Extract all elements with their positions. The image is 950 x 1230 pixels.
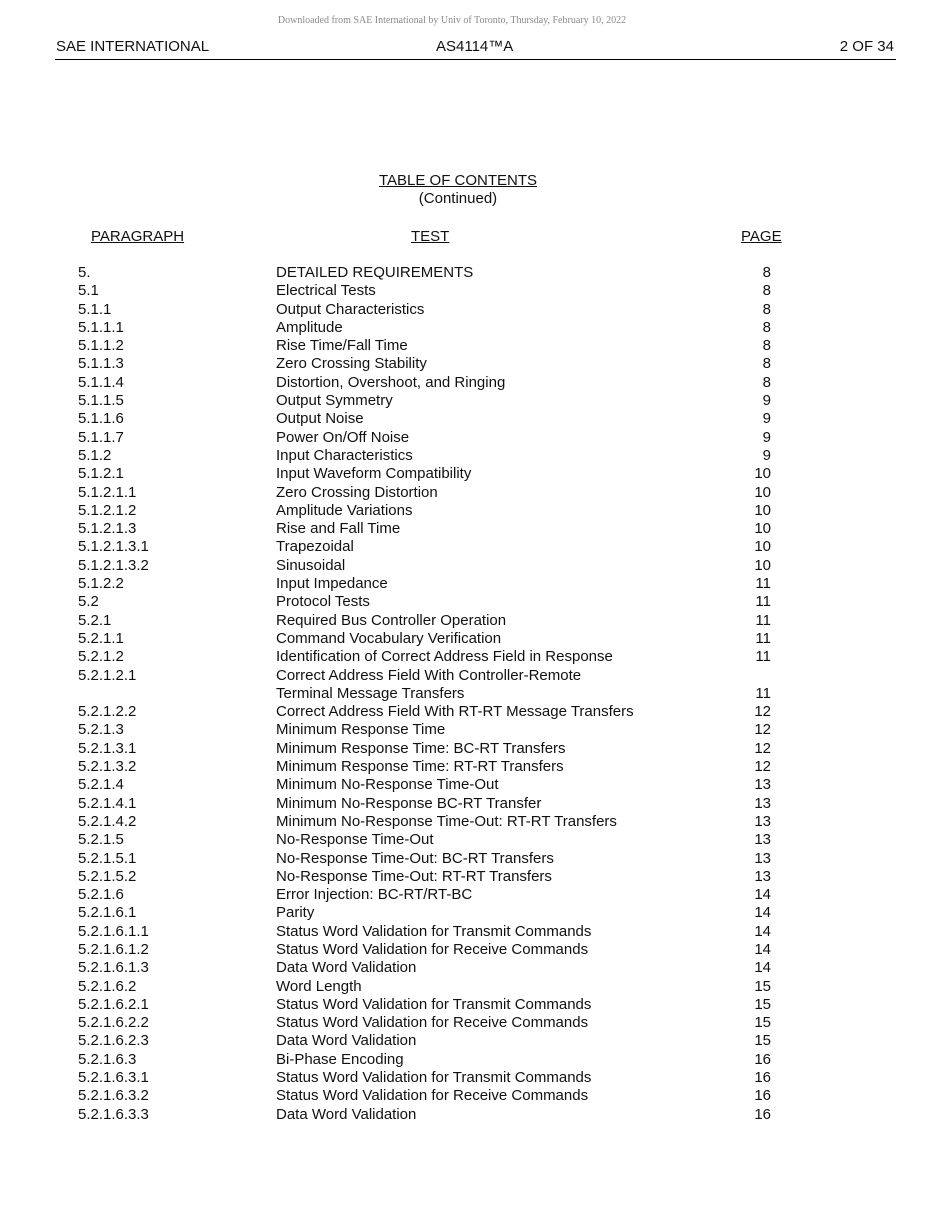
- toc-entry-page: 15: [754, 977, 771, 995]
- toc-entry: [0, 996, 950, 1014]
- toc-entry-title: Status Word Validation for Transmit Commands: [276, 922, 592, 940]
- toc-entry-paragraph: 5.2.1.4.2: [78, 812, 137, 830]
- toc-title: TABLE OF CONTENTS: [378, 172, 538, 189]
- toc-entry-paragraph: 5.2.1.3.2: [78, 758, 137, 776]
- toc-entry-paragraph: 5.1.2.2: [78, 575, 124, 593]
- toc-entry-title: Terminal Message Transfers: [276, 684, 465, 702]
- toc-entry: [0, 868, 950, 886]
- toc-entry-title: Error Injection: BC-RT/RT-BC: [276, 886, 473, 904]
- toc-entry: [0, 941, 950, 959]
- toc-entry-page: 10: [754, 465, 771, 483]
- toc-entry-page: 13: [754, 776, 771, 794]
- toc-entry-page: 9: [762, 392, 771, 410]
- toc-entry: [0, 337, 950, 355]
- toc-entry-paragraph: 5.2.1.6.1.1: [78, 922, 149, 940]
- toc-entry: [0, 667, 950, 685]
- toc-entry-title: Status Word Validation for Receive Commands: [276, 1087, 589, 1105]
- toc-entry: [0, 355, 950, 373]
- toc-entry-paragraph: 5.2.1.2.1: [78, 666, 137, 684]
- toc-entry-page: 9: [762, 428, 771, 446]
- toc-entry: [0, 429, 950, 447]
- toc-entry-paragraph: 5.1.1.6: [78, 410, 124, 428]
- toc-entry-paragraph: 5.1.2.1.3.2: [78, 556, 149, 574]
- toc-entry: [0, 703, 950, 721]
- toc-entry-page: 15: [754, 995, 771, 1013]
- toc-entry-paragraph: 5.2.1.6.1.3: [78, 959, 149, 977]
- toc-entry-page: 11: [755, 611, 771, 629]
- toc-entry-page: 13: [754, 831, 771, 849]
- toc-entry: [0, 319, 950, 337]
- toc-entry-title: Bi-Phase Encoding: [276, 1050, 404, 1068]
- toc-entry-paragraph: 5.2.1.1: [78, 629, 124, 647]
- header-organization: SAE INTERNATIONAL: [56, 38, 210, 55]
- toc-entry-title: Status Word Validation for Transmit Commands: [276, 995, 592, 1013]
- toc-entry: [0, 1069, 950, 1087]
- toc-entry-page: 12: [754, 721, 771, 739]
- toc-entry-page: 16: [754, 1069, 771, 1087]
- toc-entry-paragraph: 5.2: [78, 593, 99, 611]
- toc-entry-title: Sinusoidal: [276, 556, 346, 574]
- toc-entry-title: Input Characteristics: [276, 446, 413, 464]
- toc-entry-paragraph: 5.1.2.1: [78, 465, 124, 483]
- toc-entry-title: No-Response Time-Out: BC-RT Transfers: [276, 849, 554, 867]
- toc-entry: [0, 593, 950, 611]
- toc-entry-title: Data Word Validation: [276, 1105, 417, 1123]
- toc-entry: [0, 520, 950, 538]
- toc-entry-title: Zero Crossing Distortion: [276, 483, 438, 501]
- toc-entry-paragraph: 5.2.1.6.2: [78, 977, 137, 995]
- toc-entry-paragraph: 5.1.1.2: [78, 337, 124, 355]
- toc-entry-title: No-Response Time-Out: RT-RT Transfers: [276, 867, 552, 885]
- toc-entry-paragraph: 5.2.1.6.1: [78, 904, 137, 922]
- toc-entry-page: 13: [754, 794, 771, 812]
- toc-entry-title: Minimum Response Time: BC-RT Transfers: [276, 739, 566, 757]
- toc-entry-title: Status Word Validation for Receive Commands: [276, 1014, 589, 1032]
- toc-entry-title: Minimum Response Time: RT-RT Transfers: [276, 758, 564, 776]
- toc-entry-paragraph: 5.1.2.1.3: [78, 520, 137, 538]
- toc-entry: [0, 685, 950, 703]
- toc-entry: [0, 264, 950, 282]
- toc-entry: [0, 1032, 950, 1050]
- toc-entry-title: Output Symmetry: [276, 392, 393, 410]
- toc-entry-title: Protocol Tests: [276, 593, 370, 611]
- toc-entry-paragraph: 5.2.1.5: [78, 831, 124, 849]
- toc-entry-page: 8: [762, 300, 771, 318]
- toc-entry-page: 12: [754, 739, 771, 757]
- toc-entry-page: 11: [755, 684, 771, 702]
- toc-entry-paragraph: 5.2.1.3.1: [78, 739, 137, 757]
- toc-entry: [0, 740, 950, 758]
- toc-entry: [0, 575, 950, 593]
- toc-entry: [0, 374, 950, 392]
- toc-entry-paragraph: 5.1.2.1.1: [78, 483, 137, 501]
- toc-entry: [0, 301, 950, 319]
- toc-entry-paragraph: 5.2.1.6.1.2: [78, 940, 149, 958]
- toc-entry-page: 16: [754, 1105, 771, 1123]
- toc-entry: [0, 978, 950, 996]
- toc-entry-page: 10: [754, 520, 771, 538]
- toc-entry-title: Rise and Fall Time: [276, 520, 401, 538]
- toc-entry-paragraph: 5.2.1.2.2: [78, 703, 137, 721]
- toc-entry: [0, 282, 950, 300]
- toc-entry-paragraph: 5.2.1.4: [78, 776, 124, 794]
- toc-entry: [0, 1051, 950, 1069]
- toc-entry-title: Power On/Off Noise: [276, 428, 410, 446]
- toc-entry-page: 11: [755, 629, 771, 647]
- toc-entry: [0, 612, 950, 630]
- toc-entry-paragraph: 5.2.1.6.3: [78, 1050, 137, 1068]
- toc-entry-page: 12: [754, 758, 771, 776]
- toc-entries: [0, 264, 950, 1124]
- toc-entry-title: Parity: [276, 904, 315, 922]
- toc-entry-page: 8: [762, 355, 771, 373]
- toc-entry-page: 11: [755, 648, 771, 666]
- toc-entry-page: 8: [762, 282, 771, 300]
- toc-entry: [0, 831, 950, 849]
- toc-entry-paragraph: 5.2.1.6.2.2: [78, 1014, 149, 1032]
- toc-entry-page: 10: [754, 483, 771, 501]
- toc-entry-title: Data Word Validation: [276, 959, 417, 977]
- toc-entry-paragraph: 5.1.1.4: [78, 373, 124, 391]
- toc-entry-page: 8: [762, 318, 771, 336]
- toc-entry: [0, 410, 950, 428]
- toc-entry: [0, 721, 950, 739]
- toc-entry: [0, 630, 950, 648]
- toc-entry-page: 13: [754, 867, 771, 885]
- toc-entry-title: Correct Address Field With RT-RT Message Transfers: [276, 703, 634, 721]
- toc-entry-paragraph: 5.1.2.1.2: [78, 501, 137, 519]
- toc-entry-paragraph: 5.2.1.6.3.2: [78, 1087, 149, 1105]
- toc-entry-page: 10: [754, 501, 771, 519]
- toc-entry-paragraph: 5.: [78, 264, 91, 281]
- toc-entry-paragraph: 5.1.1: [78, 300, 112, 318]
- toc-entry-paragraph: 5.2.1.3: [78, 721, 124, 739]
- toc-entry: [0, 776, 950, 794]
- toc-entry-title: Output Noise: [276, 410, 364, 428]
- toc-entry-page: 14: [754, 886, 771, 904]
- toc-entry: [0, 1106, 950, 1124]
- toc-entry-paragraph: 5.1: [78, 282, 99, 300]
- toc-entry-title: Trapezoidal: [276, 538, 354, 556]
- toc-entry: [0, 758, 950, 776]
- toc-entry-page: 16: [754, 1087, 771, 1105]
- toc-entry-page: 8: [762, 337, 771, 355]
- toc-entry: [0, 447, 950, 465]
- toc-entry: [0, 484, 950, 502]
- toc-entry-title: Input Waveform Compatibility: [276, 465, 472, 483]
- toc-entry: [0, 392, 950, 410]
- toc-entry-page: 11: [755, 593, 771, 611]
- toc-entry-title: No-Response Time-Out: [276, 831, 434, 849]
- toc-entry: [0, 465, 950, 483]
- toc-entry-page: 14: [754, 904, 771, 922]
- toc-entry-title: Zero Crossing Stability: [276, 355, 427, 373]
- toc-entry-paragraph: 5.2.1.6.2.1: [78, 995, 149, 1013]
- toc-entry-title: Status Word Validation for Receive Commands: [276, 940, 589, 958]
- toc-entry-paragraph: 5.1.2: [78, 446, 112, 464]
- toc-entry-paragraph: 5.1.2.1.3.1: [78, 538, 149, 556]
- download-watermark: Downloaded from SAE International by Univ of Toronto, Thursday, February 10, 2022: [277, 15, 627, 26]
- toc-entry-title: Electrical Tests: [276, 282, 376, 300]
- column-header-page: PAGE: [741, 228, 782, 245]
- toc-entry-paragraph: 5.2.1.4.1: [78, 794, 137, 812]
- toc-entry-title: Identification of Correct Address Field in Response: [276, 648, 613, 666]
- toc-entry-title: Minimum No-Response BC-RT Transfer: [276, 794, 542, 812]
- toc-entry: [0, 557, 950, 575]
- toc-subtitle: (Continued): [418, 190, 498, 207]
- toc-entry-title: Correct Address Field With Controller-Remote: [276, 666, 582, 684]
- toc-entry-paragraph: 5.2.1.6.2.3: [78, 1032, 149, 1050]
- toc-entry: [0, 538, 950, 556]
- toc-entry-page: 8: [762, 264, 771, 281]
- toc-entry-title: Status Word Validation for Transmit Commands: [276, 1069, 592, 1087]
- toc-entry-page: 10: [754, 538, 771, 556]
- toc-entry-paragraph: 5.2.1.5.2: [78, 867, 137, 885]
- toc-entry-paragraph: 5.2.1.5.1: [78, 849, 137, 867]
- header-document-number: AS4114™A: [436, 38, 514, 55]
- toc-entry-paragraph: 5.2.1.6.3.3: [78, 1105, 149, 1123]
- column-header-paragraph: PARAGRAPH: [91, 228, 185, 245]
- toc-entry-title: Amplitude Variations: [276, 501, 413, 519]
- toc-entry-page: 14: [754, 959, 771, 977]
- toc-title-block: [0, 172, 916, 208]
- toc-entry-page: 15: [754, 1014, 771, 1032]
- toc-entry-title: Command Vocabulary Verification: [276, 629, 502, 647]
- toc-entry: [0, 1014, 950, 1032]
- toc-entry-page: 16: [754, 1050, 771, 1068]
- toc-entry: [0, 959, 950, 977]
- toc-entry-page: 14: [754, 940, 771, 958]
- toc-entry-paragraph: 5.1.1.5: [78, 392, 124, 410]
- toc-entry-title: Data Word Validation: [276, 1032, 417, 1050]
- toc-entry-title: Word Length: [276, 977, 362, 995]
- toc-entry-page: 10: [754, 556, 771, 574]
- toc-entry: [0, 850, 950, 868]
- toc-entry-title: Minimum No-Response Time-Out: [276, 776, 499, 794]
- header-rule: [55, 59, 896, 60]
- toc-entry: [0, 1087, 950, 1105]
- column-header-test: TEST: [411, 228, 450, 245]
- toc-entry-paragraph: 5.1.1.1: [78, 318, 124, 336]
- toc-entry: [0, 904, 950, 922]
- toc-entry-page: 9: [762, 410, 771, 428]
- toc-entry-title: Input Impedance: [276, 575, 388, 593]
- toc-entry-page: 13: [754, 849, 771, 867]
- toc-entry-paragraph: 5.1.1.3: [78, 355, 124, 373]
- toc-entry-paragraph: 5.2.1.6.3.1: [78, 1069, 149, 1087]
- toc-entry-paragraph: 5.1.1.7: [78, 428, 124, 446]
- toc-entry-paragraph: 5.2.1.6: [78, 886, 124, 904]
- toc-entry-page: 13: [754, 812, 771, 830]
- toc-entry-title: Distortion, Overshoot, and Ringing: [276, 373, 506, 391]
- toc-entry-page: 9: [762, 446, 771, 464]
- toc-entry-page: 11: [755, 575, 771, 593]
- toc-entry-paragraph: 5.2.1.2: [78, 648, 124, 666]
- toc-entry-page: 12: [754, 703, 771, 721]
- toc-entry-title: DETAILED REQUIREMENTS: [276, 264, 474, 281]
- toc-entry-page: 8: [762, 373, 771, 391]
- toc-entry-title: Minimum No-Response Time-Out: RT-RT Transfers: [276, 812, 617, 830]
- toc-entry: [0, 648, 950, 666]
- header-page-count: 2 OF 34: [839, 38, 894, 55]
- toc-entry: [0, 923, 950, 941]
- toc-entry-paragraph: 5.2.1: [78, 611, 112, 629]
- toc-entry: [0, 795, 950, 813]
- toc-entry-page: 15: [754, 1032, 771, 1050]
- toc-entry: [0, 813, 950, 831]
- toc-entry-title: Rise Time/Fall Time: [276, 337, 408, 355]
- toc-entry: [0, 502, 950, 520]
- toc-entry-title: Output Characteristics: [276, 300, 425, 318]
- toc-entry-title: Minimum Response Time: [276, 721, 446, 739]
- toc-entry: [0, 886, 950, 904]
- toc-entry-title: Required Bus Controller Operation: [276, 611, 507, 629]
- toc-entry-title: Amplitude: [276, 318, 343, 336]
- toc-entry-page: 14: [754, 922, 771, 940]
